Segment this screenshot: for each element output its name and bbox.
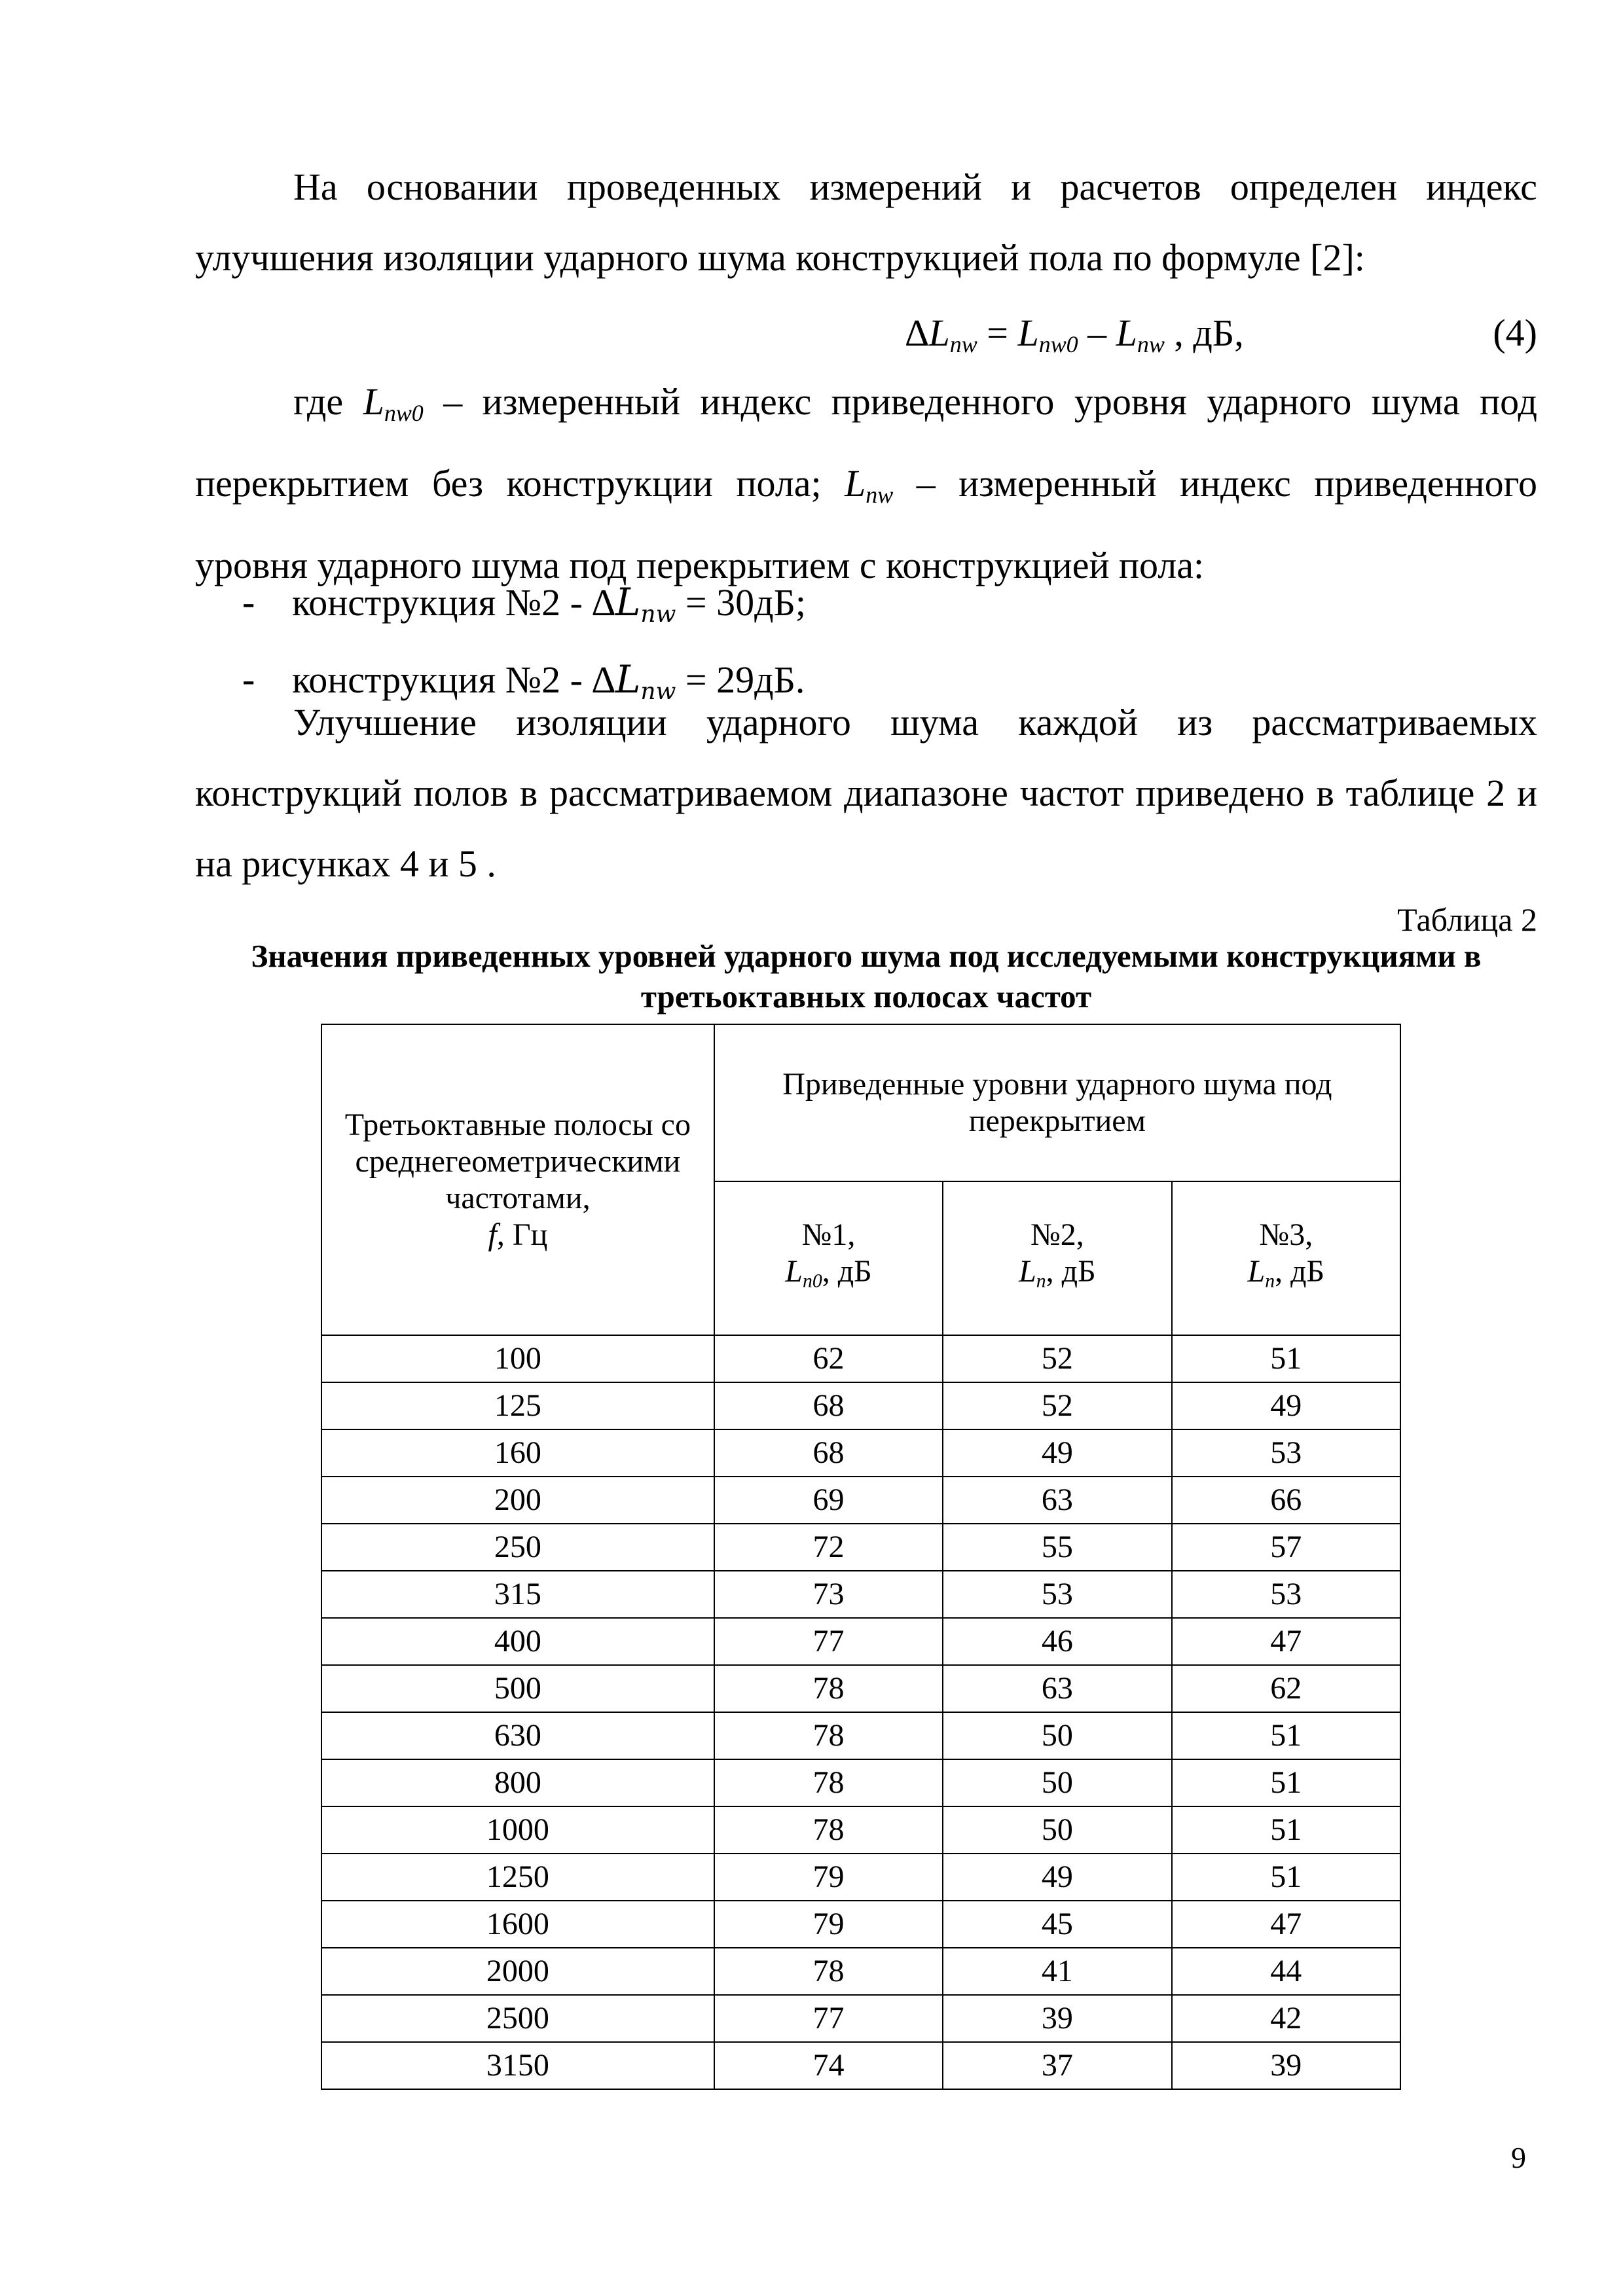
table-row	[321, 1901, 1400, 1948]
table-cell: 1600	[321, 1901, 714, 1948]
table-cell: 62	[714, 1335, 943, 1382]
table-cell: 1250	[321, 1854, 714, 1901]
table-cell: 125	[321, 1382, 714, 1429]
table-row	[321, 1429, 1400, 1477]
table-cell: 2500	[321, 1995, 714, 2042]
table-cell: 47	[1172, 1618, 1400, 1665]
table-row	[321, 1524, 1400, 1571]
table-row	[321, 1477, 1400, 1524]
table-row	[321, 1571, 1400, 1618]
table-row	[321, 2042, 1400, 2089]
table-cell: 800	[321, 1759, 714, 1806]
table-cell: 78	[714, 1759, 943, 1806]
table-cell: 72	[714, 1524, 943, 1571]
table-cell: 49	[943, 1854, 1171, 1901]
header-group-levels: Приведенные уровни ударного шума под перекрытием	[714, 1024, 1400, 1181]
table-cell: 53	[1172, 1429, 1400, 1477]
table-cell: 2000	[321, 1948, 714, 1995]
table-cell: 50	[943, 1806, 1171, 1854]
table-cell: 51	[1172, 1335, 1400, 1382]
table-cell: 1000	[321, 1806, 714, 1854]
table-cell: 62	[1172, 1665, 1400, 1712]
table-cell: 630	[321, 1712, 714, 1759]
table-cell: 50	[943, 1712, 1171, 1759]
table-cell: 51	[1172, 1712, 1400, 1759]
table-row	[321, 1806, 1400, 1854]
table-cell: 69	[714, 1477, 943, 1524]
table-cell: 53	[1172, 1571, 1400, 1618]
table-row	[321, 1618, 1400, 1665]
table-cell: 63	[943, 1665, 1171, 1712]
table-cell: 45	[943, 1901, 1171, 1948]
table-row	[321, 1854, 1400, 1901]
table-cell: 52	[943, 1335, 1171, 1382]
table-cell: 73	[714, 1571, 943, 1618]
table-cell: 500	[321, 1665, 714, 1712]
table-cell: 63	[943, 1477, 1171, 1524]
formula-number: (4)	[1493, 312, 1537, 354]
table-row	[321, 1665, 1400, 1712]
bullet-item-1: - конструкция №2 - $\Delta L_{nw} = 30дБ$;	[242, 580, 806, 628]
table-cell: 77	[714, 1995, 943, 2042]
bullet-item-2: - конструкция №2 - $\Delta L_{nw} = 29дБ$.	[242, 657, 805, 706]
table-cell: 44	[1172, 1948, 1400, 1995]
table-row	[321, 1948, 1400, 1995]
table-row	[321, 1759, 1400, 1806]
table-cell: 79	[714, 1901, 943, 1948]
paragraph-improvement	[195, 687, 1537, 899]
paragraph-intro	[195, 152, 1537, 293]
table-cell: 51	[1172, 1806, 1400, 1854]
table-cell: 78	[714, 1712, 943, 1759]
header-construction-2: №2, $L_n$, дБ	[943, 1181, 1171, 1335]
table-cell: 57	[1172, 1524, 1400, 1571]
table-row	[321, 1382, 1400, 1429]
table-caption: Значения приведенных уровней ударного шума под исследуемыми конструкциями в третьоктавных полосах частот	[251, 938, 1482, 1014]
table-cell: 51	[1172, 1759, 1400, 1806]
table-cell: 100	[321, 1335, 714, 1382]
table-cell: 49	[943, 1429, 1171, 1477]
paragraph-intro-text: На основании проведенных измерений и расчетов определен индекс улучшения изоляции ударного шума конструкцией пола по формуле [2]:	[195, 166, 1537, 279]
table-cell: 315	[321, 1571, 714, 1618]
formula-4	[195, 298, 1537, 368]
table-cell: 42	[1172, 1995, 1400, 2042]
table-cell: 46	[943, 1618, 1171, 1665]
table-cell: 50	[943, 1759, 1171, 1806]
table-cell: 160	[321, 1429, 714, 1477]
table-cell: 47	[1172, 1901, 1400, 1948]
table-cell: 79	[714, 1854, 943, 1901]
table-cell: 68	[714, 1382, 943, 1429]
table-row	[321, 1995, 1400, 2042]
table-cell: 39	[1172, 2042, 1400, 2089]
table-row	[321, 1712, 1400, 1759]
page-number: 9	[1511, 2141, 1526, 2174]
table-cell: 37	[943, 2042, 1171, 2089]
table-cell: 250	[321, 1524, 714, 1571]
table-cell: 66	[1172, 1477, 1400, 1524]
table-cell: 39	[943, 1995, 1171, 2042]
table-cell: 77	[714, 1618, 943, 1665]
table-cell: 200	[321, 1477, 714, 1524]
table-cell: 74	[714, 2042, 943, 2089]
table-cell: 400	[321, 1618, 714, 1665]
table-cell: 3150	[321, 2042, 714, 2089]
table-cell: 78	[714, 1948, 943, 1995]
table-cell: 78	[714, 1806, 943, 1854]
table-cell: 53	[943, 1571, 1171, 1618]
table-cell: 51	[1172, 1854, 1400, 1901]
table-cell: 68	[714, 1429, 943, 1477]
table-row	[321, 1335, 1400, 1382]
header-construction-3: №3, $L_n$, дБ	[1172, 1181, 1400, 1335]
data-table	[321, 1024, 1401, 2090]
table-cell: 78	[714, 1665, 943, 1712]
table-cell: 41	[943, 1948, 1171, 1995]
table-cell: 52	[943, 1382, 1171, 1429]
table-cell: 49	[1172, 1382, 1400, 1429]
table-body	[321, 1335, 1400, 2089]
table-cell: 55	[943, 1524, 1171, 1571]
paragraph-improvement-text: Улучшение изоляции ударного шума каждой из рассматриваемых конструкций полов в рассматриваемом диапазоне частот приведено в таблице 2 и на рисунках 4 и 5 .	[195, 701, 1537, 885]
formula-expression: $\Delta L_{nw} = L_{nw0} - L_{nw}$ , дБ,	[905, 312, 1244, 358]
header-construction-1: №1, $L_{n0}$, дБ	[714, 1181, 943, 1335]
header-frequency: Третьоктавные полосы со среднегеометрическими частотами, f, Гц	[321, 1024, 714, 1335]
table-number: Таблица 2	[1397, 901, 1537, 938]
paragraph-where: где $L_{nw0}$ – измеренный индекс приведенного уровня ударного шума под перекрытием без конструкции пола; $L_{nw}$ – измеренный индекс приведенного уровня ударного шума под перекрытием с конструкцией пола:	[195, 380, 1538, 587]
